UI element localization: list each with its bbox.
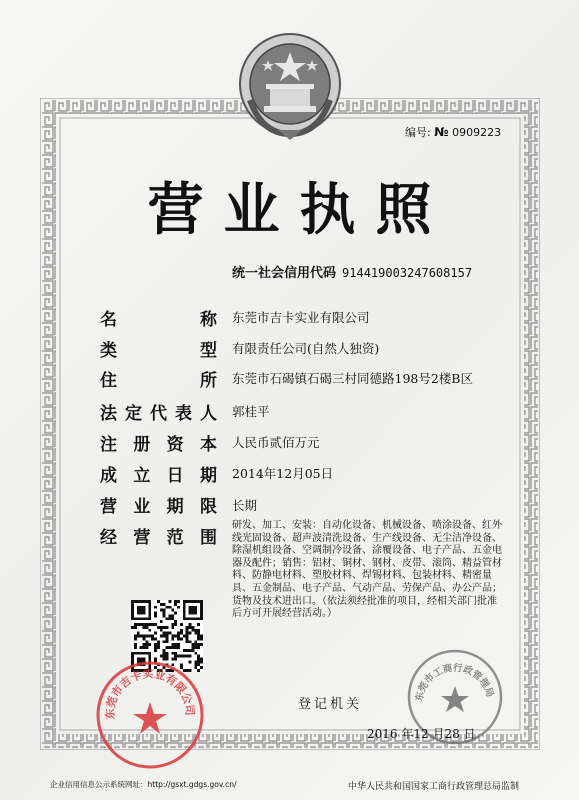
label-char: 营 — [133, 528, 151, 548]
label-established — [100, 461, 217, 486]
label-address — [100, 366, 217, 391]
value-address: 东莞市石碣镇石碣三村同德路198号2楼B区 — [232, 371, 473, 386]
serial-value: 0909223 — [452, 126, 502, 139]
credit-code — [232, 262, 472, 281]
label-char: 所 — [200, 371, 217, 391]
company-seal-text: 东莞市吉卡实业有限公司 — [103, 667, 197, 720]
serial-label: 编号: — [405, 126, 431, 139]
footer-website: 企业信用信息公示系统网址：http://gsxt.gdgs.gov.cn/ — [50, 780, 237, 789]
value-type: 有限责任公司(自然人独资) — [232, 341, 380, 356]
label-char: 住 — [100, 371, 117, 391]
label-char: 注 — [100, 435, 117, 455]
label-char: 期 — [166, 497, 184, 517]
page-title: 营业执照 — [147, 178, 452, 243]
registration-authority: 登记机关 — [298, 697, 363, 712]
label-char: 营 — [100, 497, 117, 517]
label-char: 人 — [200, 404, 217, 424]
value-scope: 研发、加工、安装：自动化设备、机械设备、喷涂设备、红外线光固设备、超声波清洗设备、生产线设备、无尘洁净设备、除湿机组设备、空调制冷设备、涂覆设备、电子产品、五金电器及配件；销售：铝材、铜材、钢材、皮带、滚筒、精益管材料、防静电材料、塑胶材料、焊锡材料、包装材料、精密量具、五金制品、电子产品、气动产品、劳保产品、办公产品；货物及技术进出口。（依法须经批准的项目，经相关部门批准后方可开展经营活动。） — [232, 520, 502, 620]
label-char: 称 — [200, 310, 217, 330]
label-name — [100, 305, 217, 330]
label-char: 名 — [100, 310, 117, 330]
value-legal-rep: 郭桂平 — [232, 404, 270, 419]
label-term — [100, 492, 217, 517]
label-type — [100, 336, 217, 361]
label-scope — [100, 523, 217, 548]
national-emblem-icon — [232, 30, 348, 142]
footer-issuer: 中华人民共和国国家工商行政管理总局监制 — [348, 782, 520, 792]
label-capital — [100, 430, 217, 455]
label-char: 围 — [199, 528, 217, 548]
label-char: 类 — [100, 341, 117, 361]
label-char: 表 — [175, 404, 192, 424]
label-char: 型 — [200, 341, 217, 361]
authority-seal-text: 东莞市工商行政管理局 — [413, 662, 496, 703]
value-name: 东莞市吉卡实业有限公司 — [232, 310, 370, 325]
label-char: 日 — [166, 466, 184, 486]
label-char: 经 — [100, 528, 117, 548]
label-char: 资 — [166, 435, 184, 455]
label-char: 限 — [199, 497, 217, 517]
label-char: 定 — [125, 404, 142, 424]
seal-star-icon — [133, 702, 167, 734]
label-char: 立 — [133, 466, 151, 486]
label-char: 成 — [100, 466, 117, 486]
credit-code-value: 914419003247608157 — [342, 266, 473, 280]
label-char: 业 — [133, 497, 151, 517]
label-legal-rep — [100, 399, 217, 424]
value-established: 2014年12月05日 — [232, 466, 334, 481]
serial-prefix: № — [434, 125, 449, 139]
value-capital: 人民币贰佰万元 — [232, 435, 320, 450]
label-char: 本 — [199, 435, 217, 455]
credit-code-label: 统一社会信用代码 — [232, 266, 337, 281]
registration-date: 2016 年12 月28 日 — [367, 727, 476, 741]
authority-star-icon — [441, 686, 469, 712]
label-char: 法 — [100, 404, 117, 424]
label-char: 期 — [199, 466, 217, 486]
label-char: 册 — [133, 435, 151, 455]
value-term: 长期 — [232, 498, 258, 513]
company-seal — [95, 660, 205, 770]
label-char: 代 — [150, 404, 167, 424]
label-char: 范 — [166, 528, 184, 548]
serial-number — [405, 124, 501, 140]
